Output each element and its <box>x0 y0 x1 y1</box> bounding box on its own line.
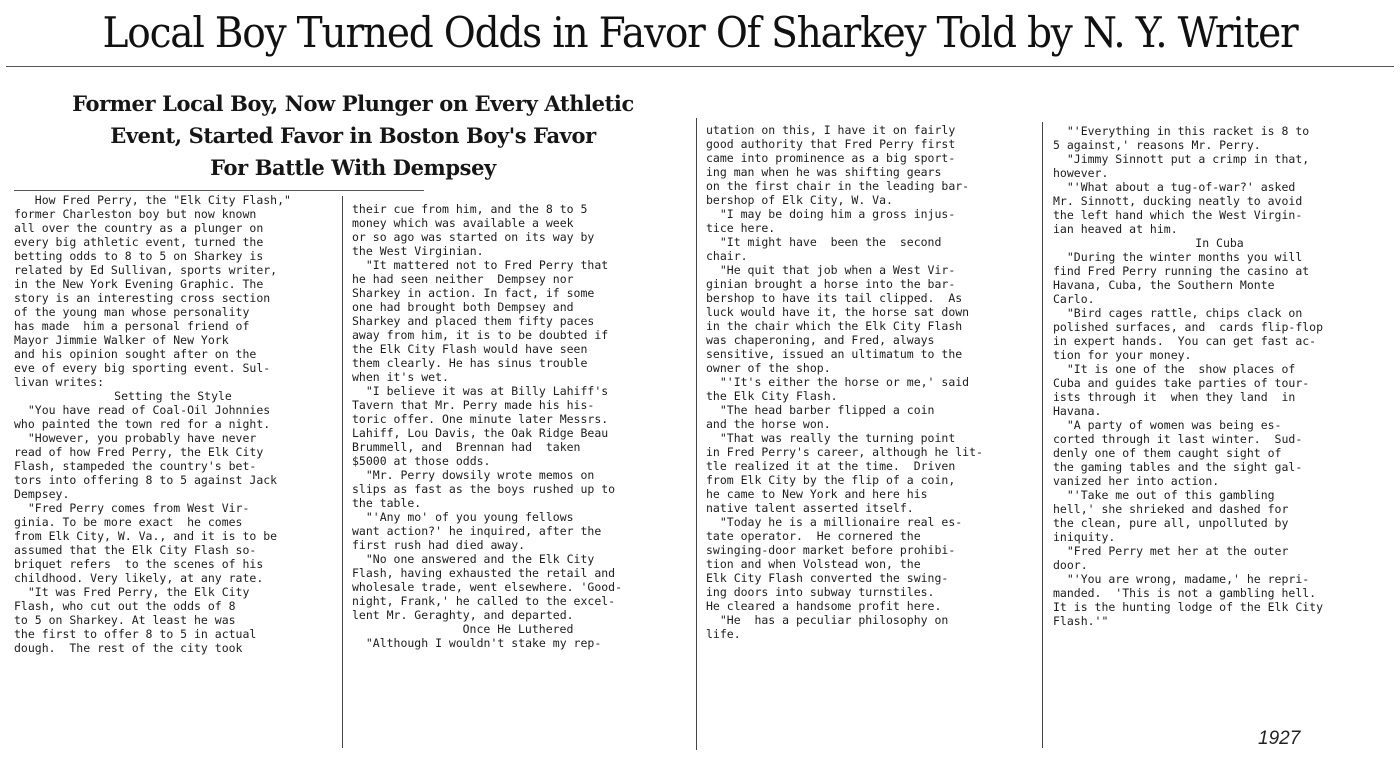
text-line: and his opinion sought after on the <box>14 347 257 361</box>
text-line: on the first chair in the leading bar- <box>706 179 970 193</box>
text-line: "It was Fred Perry, the Elk City <box>14 585 250 599</box>
text-line: "'Take me out of this gambling <box>1053 488 1275 502</box>
text-line: or so ago was started on its way by <box>352 230 595 244</box>
text-line: the Elk City Flash. <box>706 389 838 403</box>
text-line: to 5 on Sharkey. At least he was <box>14 613 236 627</box>
year-stamp: 1927 <box>1258 728 1301 749</box>
section-subheading: Once He Luthered <box>462 622 574 636</box>
text-line: swinging-door market before prohibi- <box>706 543 956 557</box>
text-line: "I believe it was at Billy Lahiff's <box>352 384 609 398</box>
subhead-rule <box>14 190 424 191</box>
column-1 <box>14 193 332 749</box>
text-line: "Fred Perry met her at the outer <box>1053 544 1289 558</box>
text-line: find Fred Perry running the casino at <box>1053 264 1310 278</box>
text-line: tate operator. He cornered the <box>706 529 921 543</box>
text-line: betting odds to 8 to 5 on Sharkey is <box>14 249 264 263</box>
text-line: story is an interesting cross section <box>14 291 271 305</box>
text-line: dough. The rest of the city took <box>14 641 243 655</box>
text-line: the clean, pure all, unpolluted by <box>1053 516 1289 530</box>
column-3 <box>706 123 1030 748</box>
text-line: ists through it when they land in <box>1053 390 1296 404</box>
text-line: Brummell, and Brennan had taken <box>352 440 581 454</box>
text-line: "He has a peculiar philosophy on <box>706 613 949 627</box>
text-line: the table. <box>352 496 422 510</box>
text-line: Carlo. <box>1053 292 1095 306</box>
text-line: ginian brought a horse into the bar- <box>706 277 956 291</box>
text-line: read of how Fred Perry, the Elk City <box>14 445 264 459</box>
article-headline: Local Boy Turned Odds in Favor Of Sharkey Told by N. Y. Writer <box>102 8 1298 57</box>
text-line: in the New York Evening Graphic. The <box>14 277 264 291</box>
text-line: Dempsey. <box>14 487 70 501</box>
column-4 <box>1053 124 1386 728</box>
subhead-line: Event, Started Favor in Boston Boy's Favor <box>110 123 596 148</box>
text-line: Mayor Jimmie Walker of New York <box>14 333 229 347</box>
text-line: one had brought both Dempsey and <box>352 300 574 314</box>
text-line: Elk City Flash converted the swing- <box>706 571 949 585</box>
text-line: eve of every big sporting event. Sul- <box>14 361 271 375</box>
text-line: has made him a personal friend of <box>14 319 250 333</box>
text-line: Lahiff, Lou Davis, the Oak Ridge Beau <box>352 426 609 440</box>
text-line: iniquity. <box>1053 530 1116 544</box>
text-line: childhood. Very likely, at any rate. <box>14 571 264 585</box>
text-line: corted through it last winter. Sud- <box>1053 432 1303 446</box>
text-line: utation on this, I have it on fairly <box>706 123 956 137</box>
text-line: tion for your money. <box>1053 348 1192 362</box>
text-line: away from him, it is to be doubted if <box>352 328 609 342</box>
text-line: bershop to have its tail clipped. As <box>706 291 963 305</box>
text-line: $5000 at those odds. <box>352 454 491 468</box>
text-line: "A party of women was being es- <box>1053 418 1282 432</box>
text-line: chair. <box>706 249 748 263</box>
text-line: want action?' he inquired, after the <box>352 524 602 538</box>
text-line: "Although I wouldn't stake my rep- <box>352 636 602 650</box>
column-divider <box>1042 122 1043 748</box>
text-line: "'Any mo' of you young fellows <box>352 510 574 524</box>
text-line: was chaperoning, and Fred, always <box>706 333 935 347</box>
text-line: "The head barber flipped a coin <box>706 403 935 417</box>
text-line: Sharkey in action. In fact, if some <box>352 286 595 300</box>
text-line: came into prominence as a big sport- <box>706 151 956 165</box>
text-line: He cleared a handsome profit here. <box>706 599 942 613</box>
text-line: "It is one of the show places of <box>1053 362 1296 376</box>
column-divider <box>342 196 343 748</box>
text-line: ian heaved at him. <box>1053 222 1178 236</box>
text-line: from Elk City by the flip of a coin, <box>706 473 956 487</box>
text-line: night, Frank,' he called to the excel- <box>352 594 616 608</box>
text-line: "'What about a tug-of-war?' asked <box>1053 180 1296 194</box>
text-line: ginia. To be more exact he comes <box>14 515 243 529</box>
text-line: "It mattered not to Fred Perry that <box>352 258 609 272</box>
text-line: manded. 'This is not a gambling hell. <box>1053 586 1317 600</box>
text-line: in the chair which the Elk City Flash <box>706 319 963 333</box>
text-line: sensitive, issued an ultimatum to the <box>706 347 963 361</box>
text-line: Flash.'" <box>1053 614 1109 628</box>
text-line: How Fred Perry, the "Elk City Flash," <box>14 193 291 207</box>
text-line: briquet refers to the scenes of his <box>14 557 264 571</box>
text-line: he had seen neither Dempsey nor <box>352 272 574 286</box>
column-divider <box>696 118 697 750</box>
section-subheading: In Cuba <box>1195 236 1244 250</box>
text-line: toric offer. One minute later Messrs. <box>352 412 609 426</box>
text-line: assumed that the Elk City Flash so- <box>14 543 257 557</box>
text-line: "'You are wrong, madame,' he repri- <box>1053 572 1310 586</box>
text-line: in Fred Perry's career, although he lit- <box>706 445 983 459</box>
text-line: Tavern that Mr. Perry made his his- <box>352 398 595 412</box>
text-line: "During the winter months you will <box>1053 250 1303 264</box>
text-line: from Elk City, W. Va., and it is to be <box>14 529 278 543</box>
text-line: slips as fast as the boys rushed up to <box>352 482 616 496</box>
text-line: however. <box>1053 166 1109 180</box>
text-line: tle realized it at the time. Driven <box>706 459 956 473</box>
text-line: Sharkey and placed them fifty paces <box>352 314 595 328</box>
text-line: their cue from him, and the 8 to 5 <box>352 202 588 216</box>
text-line: first rush had died away. <box>352 538 526 552</box>
text-line: of the young man whose personality <box>14 305 250 319</box>
text-line: 5 against,' reasons Mr. Perry. <box>1053 138 1261 152</box>
text-line: related by Ed Sullivan, sports writer, <box>14 263 278 277</box>
text-line: bershop of Elk City, W. Va. <box>706 193 893 207</box>
text-line: life. <box>706 627 741 641</box>
text-line: Havana. <box>1053 404 1102 418</box>
text-line: "Mr. Perry dowsily wrote memos on <box>352 468 595 482</box>
text-line: "No one answered and the Elk City <box>352 552 595 566</box>
text-line: all over the country as a plunger on <box>14 221 264 235</box>
text-line: "Fred Perry comes from West Vir- <box>14 501 250 515</box>
text-line: the West Virginian. <box>352 244 484 258</box>
text-line: the first to offer 8 to 5 in actual <box>14 627 257 641</box>
text-line: "He quit that job when a West Vir- <box>706 263 956 277</box>
text-line: owner of the shop. <box>706 361 831 375</box>
text-line: "That was really the turning point <box>706 431 956 445</box>
text-line: the Elk City Flash would have seen <box>352 342 588 356</box>
text-line: vanized her into action. <box>1053 474 1220 488</box>
text-line: wholesale trade, went elsewhere. 'Good- <box>352 580 623 594</box>
text-line: "However, you probably have never <box>14 431 257 445</box>
text-line: former Charleston boy but now known <box>14 207 257 221</box>
text-line: "'Everything in this racket is 8 to <box>1053 124 1310 138</box>
text-line: Mr. Sinnott, ducking neatly to avoid <box>1053 194 1303 208</box>
text-line: Flash, stampeded the country's bet- <box>14 459 257 473</box>
text-line: hell,' she shrieked and dashed for <box>1053 502 1289 516</box>
text-line: every big athletic event, turned the <box>14 235 264 249</box>
text-line: the left hand which the West Virgin- <box>1053 208 1303 222</box>
text-line: livan writes: <box>14 375 105 389</box>
text-line: Flash, who cut out the odds of 8 <box>14 599 236 613</box>
text-line: native talent asserted itself. <box>706 501 914 515</box>
column-2 <box>352 202 684 748</box>
text-line: who painted the town red for a night. <box>14 417 271 431</box>
text-line: good authority that Fred Perry first <box>706 137 956 151</box>
text-line: Cuba and guides take parties of tour- <box>1053 376 1310 390</box>
text-line: door. <box>1053 558 1088 572</box>
text-line: lent Mr. Geraghty, and departed. <box>352 608 574 622</box>
text-line: "I may be doing him a gross injus- <box>706 207 956 221</box>
text-line: ing doors into subway turnstiles. <box>706 585 935 599</box>
text-line: denly one of them caught sight of <box>1053 446 1282 460</box>
text-line: he came to New York and here his <box>706 487 928 501</box>
text-line: ing man when he was shifting gears <box>706 165 942 179</box>
text-line: tice here. <box>706 221 776 235</box>
text-line: "'It's either the horse or me,' said <box>706 375 970 389</box>
text-line: Flash, having exhausted the retail and <box>352 566 616 580</box>
text-line: "Jimmy Sinnott put a crimp in that, <box>1053 152 1310 166</box>
text-line: and the horse won. <box>706 417 831 431</box>
text-line: money which was available a week <box>352 216 574 230</box>
text-line: "You have read of Coal-Oil Johnnies <box>14 403 271 417</box>
text-line: Havana, Cuba, the Southern Monte <box>1053 278 1275 292</box>
headline-rule <box>6 66 1394 67</box>
text-line: It is the hunting lodge of the Elk City <box>1053 600 1324 614</box>
text-line: "It might have been the second <box>706 235 942 249</box>
text-line: "Bird cages rattle, chips clack on <box>1053 306 1303 320</box>
text-line: the gaming tables and the sight gal- <box>1053 460 1303 474</box>
text-line: them clearly. He has sinus trouble <box>352 356 588 370</box>
text-line: polished surfaces, and cards flip-flop <box>1053 320 1324 334</box>
text-line: luck would have it, the horse sat down <box>706 305 970 319</box>
text-line: tion and when Volstead won, the <box>706 557 921 571</box>
text-line: when it's wet. <box>352 370 449 384</box>
section-subheading: Setting the Style <box>114 389 232 403</box>
text-line: tors into offering 8 to 5 against Jack <box>14 473 278 487</box>
text-line: in expert hands. You can get fast ac- <box>1053 334 1317 348</box>
text-line: "Today he is a millionaire real es- <box>706 515 963 529</box>
subhead-line: Former Local Boy, Now Plunger on Every Athletic <box>72 91 634 116</box>
subhead-line: For Battle With Dempsey <box>210 155 496 180</box>
article-subhead <box>8 88 698 184</box>
